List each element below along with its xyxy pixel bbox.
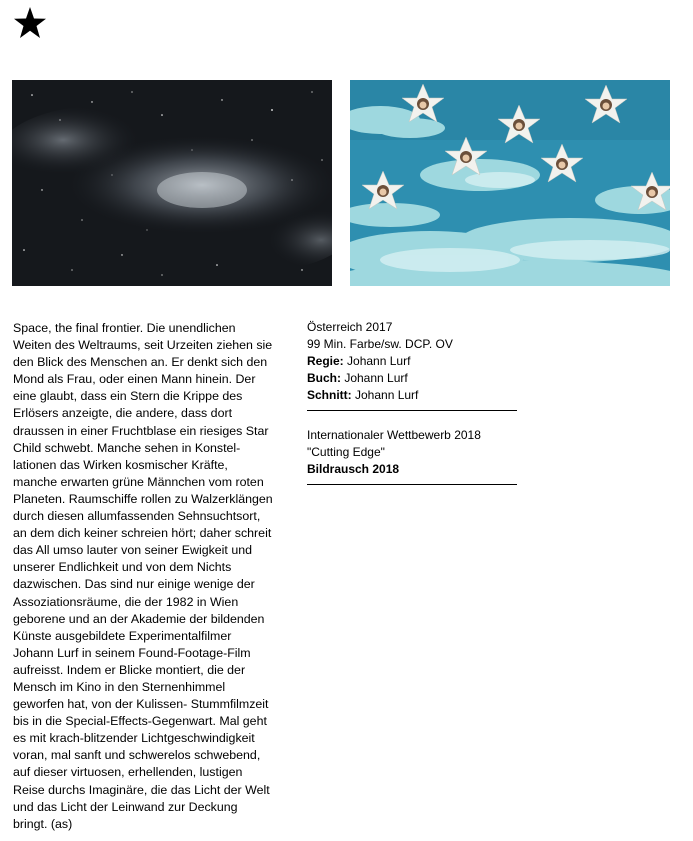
- nebula-image: [12, 80, 332, 286]
- section-label: "Cutting Edge": [307, 445, 385, 459]
- synopsis-text: Space, the final frontier. Die unendlichen Weiten des Weltraums, seit Urzeiten ziehen sie den Blick des Menschen an. Er denkt sich den Mond als Frau, oder einen Mann hinein. Der eine glaubt, dass ein Stern die Krippe des Erlösers anzeigte, die andere, dass dort draussen in einer Fruchtblase ein riesiges Star Child schwebt. Manche sehen in Konstel- lationen das Wirken kosmischer Kräfte, manche erwarten grüne Männchen vom roten Planeten. Raumschiffe rollen zu Walzerklängen durch diesen allumfassenden Sehnsuchtsort, an dem dich keiner schreien hört; daher schreit das All umso lauter von seiner Ewigkeit und unserer Endlichkeit und von dem Nichts dazwischen. Das sind nur einige wenige der Assoziationsräume, die der 1982 in Wien geborene und an der Akademie der bildenden Künste ausgebildete Experimentalfilmer Johann Lurf in seinem Found-Footage-Film aufreisst. Indem er Blicke montiert, die der Mensch im Kino in den Sternenhimmel geworfen hat, von der Kulissen- Stummfilmzeit bis in die Special-Effects-Gegenwart. Mal geht es mit krach-blitzender Lichtgeschwindigkeit voran, mal sanft und schwerelos schwebend, auf dieser virtuosen, erhellenden, lustigen Reise durchs Imaginäre, die das Licht der Welt und das Licht der Leinwand zur Deckung bringt. (as): [13, 321, 273, 831]
- credit-schnitt-value: Johann Lurf: [351, 388, 419, 402]
- still-space-nebula: [12, 80, 332, 286]
- divider: [307, 410, 517, 411]
- credit-regie-value: Johann Lurf: [343, 354, 411, 368]
- divider: [307, 484, 517, 485]
- festival-name: [307, 461, 517, 478]
- credit-schnitt-label: Schnitt:: [307, 388, 352, 402]
- festival-name-text: Bildrausch 2018: [307, 462, 400, 476]
- credit-buch-value: Johann Lurf: [341, 371, 408, 385]
- star-icon: [13, 6, 47, 40]
- country-year: Österreich 2017: [307, 320, 393, 334]
- film-format: 99 Min. Farbe/sw. DCP. OV: [307, 337, 453, 351]
- competition-label: Internationaler Wettbewerb 2018: [307, 428, 481, 442]
- still-stars-with-faces: [350, 80, 670, 286]
- credit-buch-label: Buch:: [307, 371, 341, 385]
- credit-schnitt: [307, 387, 517, 404]
- credit-regie-label: Regie:: [307, 354, 344, 368]
- credit-buch: [307, 370, 517, 387]
- festival-block: [307, 427, 517, 485]
- credits-block: [307, 319, 517, 485]
- credit-regie: [307, 353, 517, 370]
- stars-clouds-image: [350, 80, 670, 286]
